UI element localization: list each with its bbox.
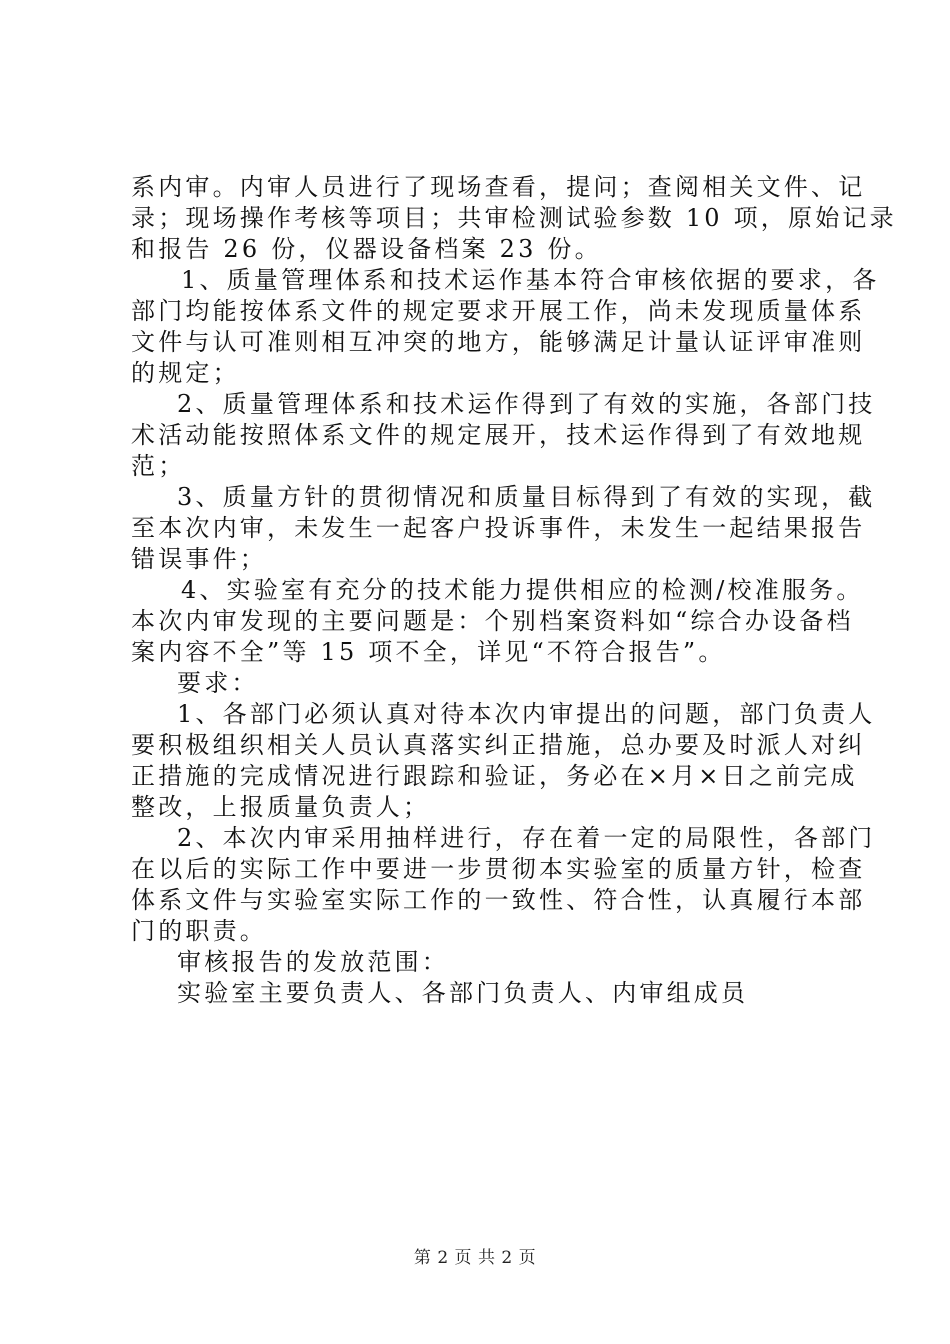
text-line: 实验室主要负责人、各部门负责人、内审组成员 — [177, 979, 749, 1007]
text-line: 系内审。内审人员进行了现场查看，提问；查阅相关文件、记 — [131, 173, 866, 201]
text-line: 术活动能按照体系文件的规定展开，技术运作得到了有效地规 — [131, 421, 866, 449]
text-line: 本次内审发现的主要问题是：个别档案资料如“综合办设备档 — [131, 607, 854, 635]
text-line: 4、实验室有充分的技术能力提供相应的检测/校准服务。 — [181, 576, 864, 604]
page-number-footer: 第 2 页 共 2 页 — [413, 1248, 537, 1268]
text-line: 整改，上报质量负责人； — [131, 793, 431, 821]
text-line: 案内容不全”等 15 项不全，详见“不符合报告”。 — [131, 638, 726, 666]
text-line: 和报告 26 份，仪器设备档案 23 份。 — [131, 235, 602, 263]
text-line: 错误事件； — [131, 545, 267, 573]
text-line: 1、质量管理体系和技术运作基本符合审核依据的要求，各 — [181, 266, 880, 294]
text-line: 文件与认可准则相互冲突的地方，能够满足计量认证评审准则 — [131, 328, 866, 356]
text-line: 的规定； — [131, 359, 240, 387]
text-line: 范； — [131, 452, 186, 480]
text-line: 体系文件与实验室实际工作的一致性、符合性，认真履行本部 — [131, 886, 866, 914]
text-line: 门的职责。 — [131, 917, 267, 945]
document-body — [131, 172, 897, 1009]
text-line: 2、质量管理体系和技术运作得到了有效的实施，各部门技 — [177, 390, 876, 418]
text-line: 部门均能按体系文件的规定要求开展工作，尚未发现质量体系 — [131, 297, 866, 325]
text-line: 要求： — [177, 669, 259, 697]
text-line: 3、质量方针的贯彻情况和质量目标得到了有效的实现，截 — [177, 483, 876, 511]
text-line: 2、本次内审采用抽样进行，存在着一定的局限性，各部门 — [177, 824, 876, 852]
text-line: 正措施的完成情况进行跟踪和验证，务必在×月×日之前完成 — [131, 762, 858, 790]
text-line: 1、各部门必须认真对待本次内审提出的问题，部门负责人 — [177, 700, 876, 728]
text-line: 审核报告的发放范围： — [177, 948, 449, 976]
text-line: 在以后的实际工作中要进一步贯彻本实验室的质量方针，检查 — [131, 855, 866, 883]
text-line: 要积极组织相关人员认真落实纠正措施，总办要及时派人对纠 — [131, 731, 866, 759]
text-line: 至本次内审，未发生一起客户投诉事件，未发生一起结果报告 — [131, 514, 866, 542]
text-line: 录；现场操作考核等项目；共审检测试验参数 10 项，原始记录 — [131, 204, 897, 232]
